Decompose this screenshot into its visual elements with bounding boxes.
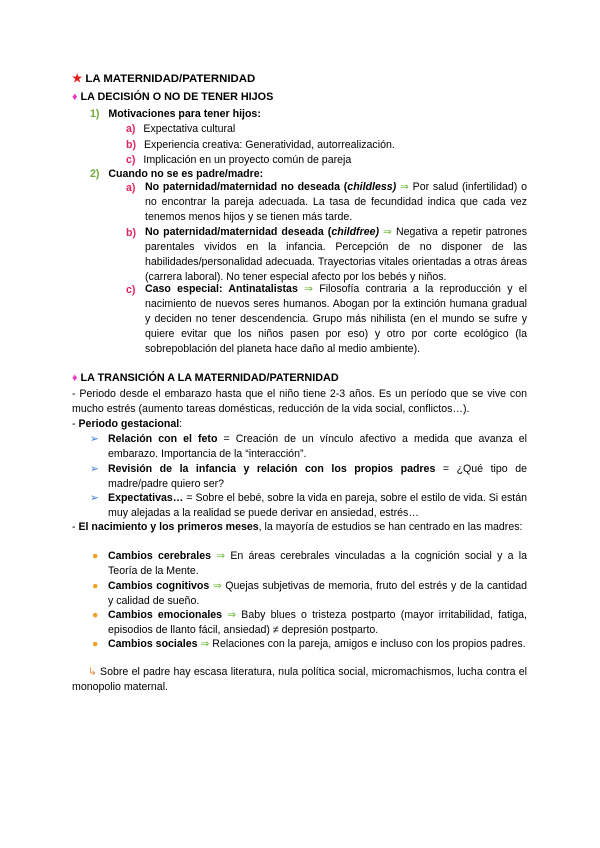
bullet-icon: ●	[92, 638, 99, 650]
list-item	[126, 139, 395, 152]
list-item-label: Cambios cerebrales	[108, 550, 211, 562]
star-icon: ★	[72, 73, 83, 85]
childfree-label: No paternidad/maternidad deseada (	[145, 226, 332, 238]
list-item-text: = ¿Qué tipo de madre/padre quiero ser?	[108, 463, 527, 490]
father-note: Sobre el padre hay escasa literatura, nula política social, micromachismos, lucha contra el monopolio maternal.	[72, 666, 527, 693]
arrow-icon: ⇒	[304, 283, 313, 295]
birth-text: , la mayoría de estudios se han centrado en las madres:	[258, 521, 523, 533]
list-item-label: Revisión de la infancia y relación con los propios padres	[108, 463, 436, 475]
corner-arrow-icon: ↳	[88, 666, 97, 678]
list-item-text: Baby blues o tristeza postparto (mayor irritabilidad, fatiga, episodios de llanto fácil, ansiedad) ≠ depresión postparto.	[108, 609, 527, 636]
childfree-term: childfree)	[331, 226, 380, 238]
triangle-bullet-icon: ➢	[90, 433, 99, 445]
diamond-icon: ♦	[72, 372, 78, 384]
gestational-heading	[72, 418, 182, 431]
list-letter: b)	[126, 227, 136, 239]
arrow-icon: ⇒	[399, 181, 409, 193]
arrow-icon: ⇒	[212, 580, 222, 592]
childless-term: childless)	[347, 181, 397, 193]
list-item	[108, 608, 527, 638]
list-item	[108, 579, 527, 609]
colon: :	[179, 418, 183, 430]
list-item-text: Experiencia creativa: Generatividad, autorrealización.	[143, 139, 395, 151]
list-item-label: Cambios cognitivos	[108, 580, 210, 592]
intro-paragraph: - Periodo desde el embarazo hasta que el niño tiene 2-3 años. Es un período que se vive con mucho estrés (aumento tareas domésticas, reducción de la vida social, conflictos…).	[72, 388, 527, 415]
bullet-icon: ●	[92, 609, 99, 621]
triangle-bullet-icon: ➢	[90, 492, 99, 504]
list-letter: a)	[126, 182, 136, 194]
arrow-icon: ⇒	[383, 226, 392, 238]
arrow-icon: ⇒	[216, 550, 226, 562]
bullet-icon: ●	[92, 580, 99, 592]
section1-subheading	[72, 91, 273, 104]
dash: -	[72, 521, 79, 533]
antinatalists-label: Caso especial: Antinatalistas	[145, 283, 298, 295]
list-item	[108, 637, 527, 652]
list-item	[126, 123, 235, 136]
list-item-childless	[145, 180, 527, 225]
item1-heading	[90, 108, 261, 121]
list-item-label: Expectativas…	[108, 492, 184, 504]
list-letter: a)	[126, 123, 136, 135]
list-item-text: Filosofía contraria a la reproducción y el nacimiento de nuevos seres humanos. Abogan por la extinción humana gradual y deciden no tener descendencia. Grupo más nihilista (en el mundo se sufre y quiere evitar que los niños pasen por eso) y otro por corte ecológico (la sobrepoblación del planeta hace daño al medio ambiente).	[145, 283, 527, 355]
list-item-text: En áreas cerebrales vinculadas a la cognición social y a la Teoría de la Mente.	[108, 550, 527, 577]
list-item-text: Expectativa cultural	[143, 123, 236, 135]
arrow-icon: ⇒	[200, 638, 210, 650]
list-item	[126, 154, 351, 167]
list-item-text: Negativa a repetir patrones parentales vividos en la infancia. Percepción de no disponer de las habilidades/personalidad adecuada. Trayectorias vitales orientadas a otras áreas (carrera laboral). No tener especial afecto por los bebés y niños.	[145, 226, 527, 283]
list-item	[108, 462, 527, 492]
section2-title: LA TRANSICIÓN A LA MATERNIDAD/PATERNIDAD	[80, 372, 339, 384]
list-item-label: Cambios emocionales	[108, 609, 223, 621]
list-item-text: Por salud (infertilidad) o no encontrar la pareja adecuada. La tasa de fecundidad indica que cada vez tenemos menos hijos y se tienen más tarde.	[145, 181, 527, 223]
list-item	[108, 549, 527, 579]
birth-paragraph	[72, 520, 527, 535]
list-item-text: = Creación de un vínculo afectivo a medida que avanza el embarazo. Importancia de la “interacción”.	[108, 433, 527, 460]
list-item-text: Relaciones con la pareja, amigos e incluso con los propios padres.	[212, 638, 526, 650]
childless-label: No paternidad/maternidad no deseada (	[145, 181, 348, 193]
list-item	[108, 491, 527, 521]
list-letter: c)	[126, 154, 136, 166]
list-item-text: Quejas subjetivas de memoria, fruto del estrés y de la cantidad y calidad de sueño.	[108, 580, 528, 607]
arrow-icon: ⇒	[227, 609, 237, 621]
birth-title: El nacimiento y los primeros meses	[78, 521, 259, 533]
bullet-icon: ●	[92, 550, 99, 562]
list-letter: c)	[126, 284, 136, 296]
list-item	[108, 432, 527, 462]
list-item-childfree	[145, 225, 527, 285]
list-item-text: = Sobre el bebé, sobre la vida en pareja, sobre el estilo de vida. Si están muy alejadas a la realidad se puede derivar en ansiedad, estrés…	[108, 492, 528, 519]
dash: -	[72, 418, 79, 430]
section1-title: LA MATERNIDAD/PATERNIDAD	[85, 73, 256, 85]
list-item-label: Cambios sociales	[108, 638, 198, 650]
list-item-antinatalists	[145, 282, 527, 357]
list-letter: b)	[126, 139, 136, 151]
section1-subtitle: LA DECISIÓN O NO DE TENER HIJOS	[80, 91, 274, 103]
triangle-bullet-icon: ➢	[90, 463, 99, 475]
list-item-label: Relación con el feto	[108, 433, 218, 445]
section2-heading	[72, 372, 339, 385]
section1-heading	[72, 73, 255, 86]
item1-number: 1)	[90, 108, 100, 120]
item2-number: 2)	[90, 168, 100, 180]
diamond-icon: ♦	[72, 91, 78, 103]
item1-title: Motivaciones para tener hijos:	[108, 108, 261, 120]
item2-title: Cuando no se es padre/madre:	[108, 168, 264, 180]
gestational-title: Periodo gestacional	[78, 418, 180, 430]
list-item-text: Implicación en un proyecto común de pareja	[143, 154, 352, 166]
